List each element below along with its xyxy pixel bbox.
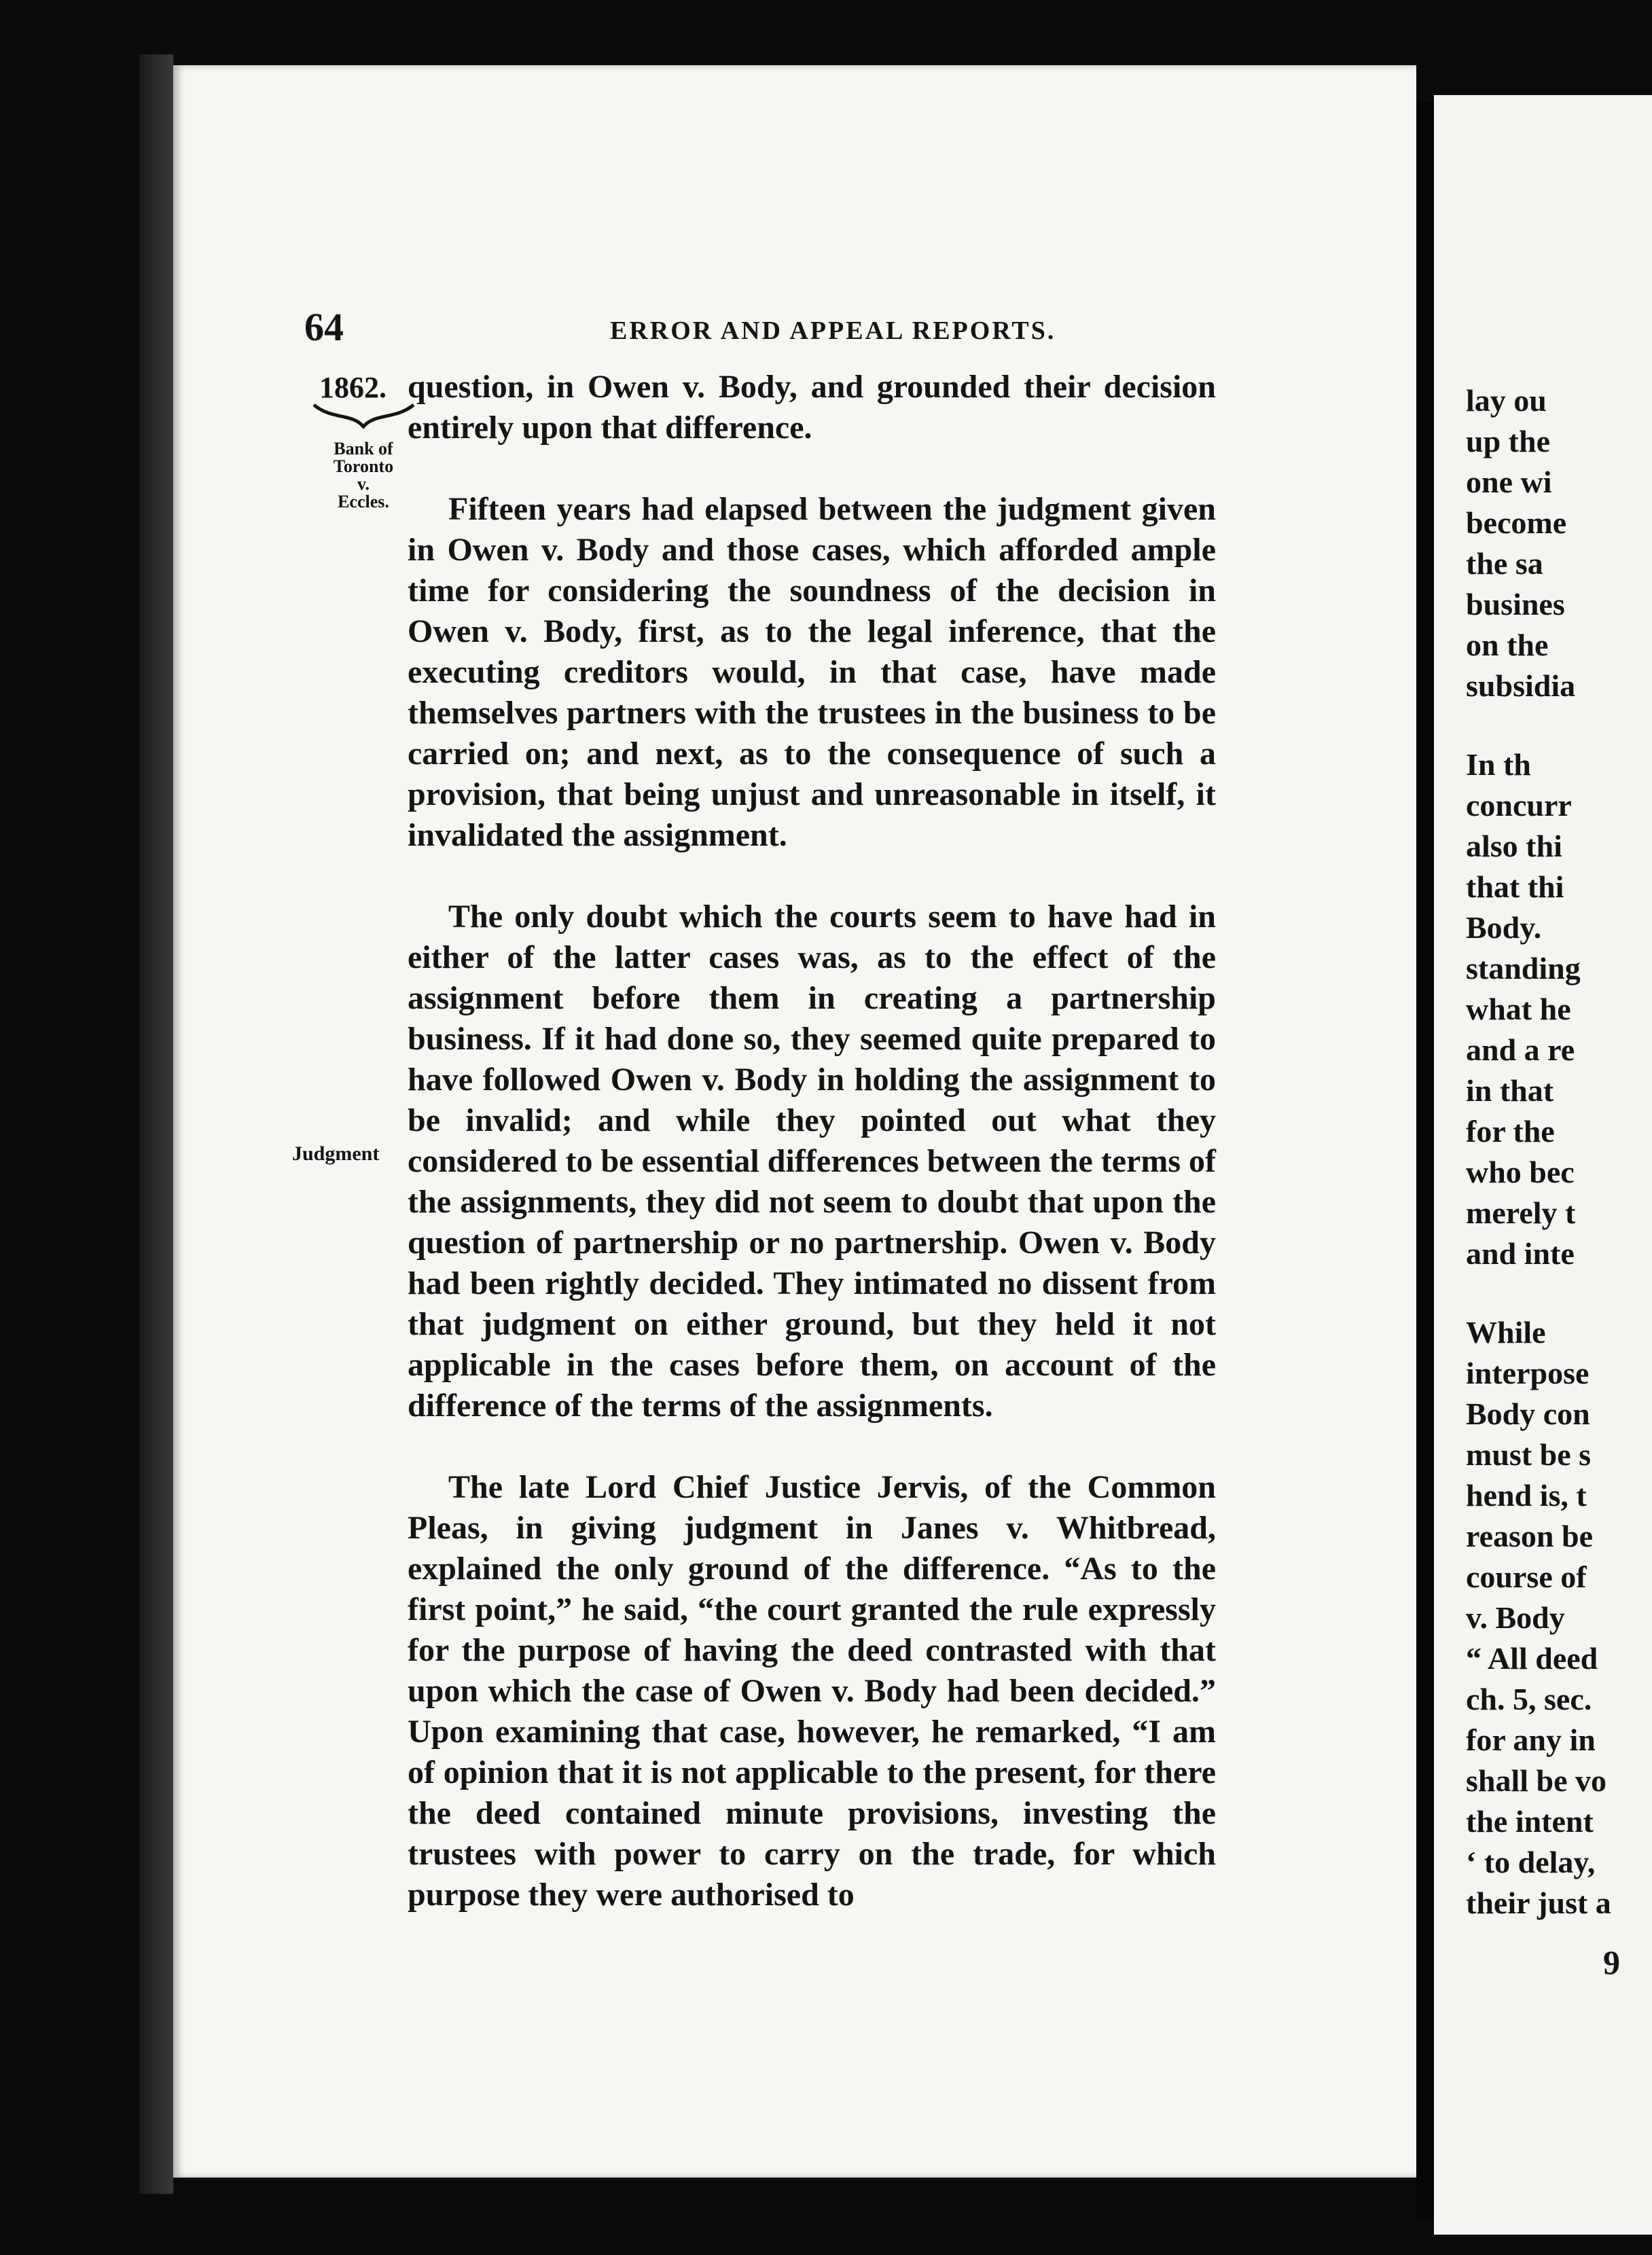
right-page-line: shall be vo xyxy=(1466,1763,1607,1798)
right-page-line: also thi xyxy=(1466,829,1562,863)
right-page-folio: 9 xyxy=(1603,1943,1620,1981)
paragraph-4: The late Lord Chief Justice Jervis, of the Common Pleas, in giving judgment in Janes v. Whitbread, explained the only ground of the difference. “As to the first point,” he said, “the court granted the rule expressly for the purpose of having the deed contrasted with that upon which the case of Owen v. Body had been decided.” Upon examining that case, however, he remarked, “I am of opinion that it is not applicable to the present, for there the deed contained minute provisions, investing the trustees with power to carry on the trade, for which purpose they were authorised to xyxy=(408,1469,1216,1913)
right-page-line: their just a xyxy=(1466,1886,1611,1920)
right-page-line: reason be xyxy=(1466,1519,1593,1553)
margin-year: 1862. xyxy=(319,371,387,404)
paragraph-2: Fifteen years had elapsed between the judgment given in Owen v. Body and those cases, which afforded ample time for considering the soundness of the decision in Owen v. Body, first, as to the legal inference, that the executing creditors would, in that case, have made themselves partners with the trustees in the business to be carried on; and next, as to the consequence of such a provision, that being unjust and unreasonable in itself, it invalidated the assignment. xyxy=(408,491,1216,853)
right-page-line: merely t xyxy=(1466,1195,1576,1230)
paragraph-1: question, in Owen v. Body, and grounded their decision entirely upon that difference. xyxy=(408,369,1216,446)
running-title: ERROR AND APPEAL REPORTS. xyxy=(610,317,1056,345)
right-page-line: course of xyxy=(1466,1559,1587,1594)
right-page-text xyxy=(1466,380,1611,1924)
right-page-line: hend is, t xyxy=(1466,1478,1587,1513)
right-page-line: subsidia xyxy=(1466,668,1576,703)
margin-case-name: Bank of Toronto v. Eccles. xyxy=(333,439,394,511)
margin-judgment: Judgment xyxy=(292,1142,380,1165)
right-page-line: ch. 5, sec. xyxy=(1466,1682,1592,1716)
right-page-line: In th xyxy=(1466,747,1531,782)
right-page-line: in that xyxy=(1466,1073,1554,1108)
paragraph-3: The only doubt which the courts seem to have had in either of the latter cases was, as to the effect of the assignment before them in creating a partnership business. If it had done so, they seemed quite prepared to have followed Owen v. Body in holding the assignment to be invalid; and while they pointed out what they considered to be essential differences between the terms of the assignments, they did not seem to doubt that upon the question of partnership or no partnership. Owen v. Body had been rightly decided. They intimated no dissent from that judgment on either ground, but they held it not applicable in the cases before them, on account of the difference of the terms of the assignments. xyxy=(408,899,1216,1424)
right-page-line: ‘ to delay, xyxy=(1466,1845,1596,1879)
right-page-line: the intent xyxy=(1466,1804,1594,1839)
right-page-line: one wi xyxy=(1466,465,1552,499)
binding-shadow xyxy=(139,54,173,2194)
main-text xyxy=(408,367,1216,1956)
right-page-line: standing xyxy=(1466,951,1581,986)
right-page-line: must be s xyxy=(1466,1437,1592,1472)
right-page-line: what he xyxy=(1466,992,1571,1026)
right-page-line: become xyxy=(1466,505,1567,540)
page-number: 64 xyxy=(304,305,344,349)
right-page-line: “ All deed xyxy=(1466,1641,1598,1676)
gutter xyxy=(1416,102,1434,2221)
right-page-line: v. Body xyxy=(1466,1600,1565,1635)
right-page-line: on the xyxy=(1466,628,1549,662)
right-page-line: for any in xyxy=(1466,1722,1596,1757)
right-page-line: and inte xyxy=(1466,1236,1575,1271)
right-page-line: the sa xyxy=(1466,546,1543,581)
right-page-line: While xyxy=(1466,1315,1546,1350)
right-page-line: who bec xyxy=(1466,1155,1575,1189)
right-page-line: Body. xyxy=(1466,910,1542,945)
right-page-line: concurr xyxy=(1466,788,1572,823)
right-page-line: Body con xyxy=(1466,1396,1590,1431)
right-page-line: up the xyxy=(1466,424,1550,458)
right-page-line: and a re xyxy=(1466,1032,1575,1067)
right-page-line: busines xyxy=(1466,587,1565,621)
right-page-line: interpose xyxy=(1466,1356,1590,1390)
right-page-line: that thi xyxy=(1466,869,1564,904)
right-page-line: lay ou xyxy=(1466,383,1547,418)
brace-icon xyxy=(311,399,416,429)
right-page-line: for the xyxy=(1466,1114,1555,1149)
